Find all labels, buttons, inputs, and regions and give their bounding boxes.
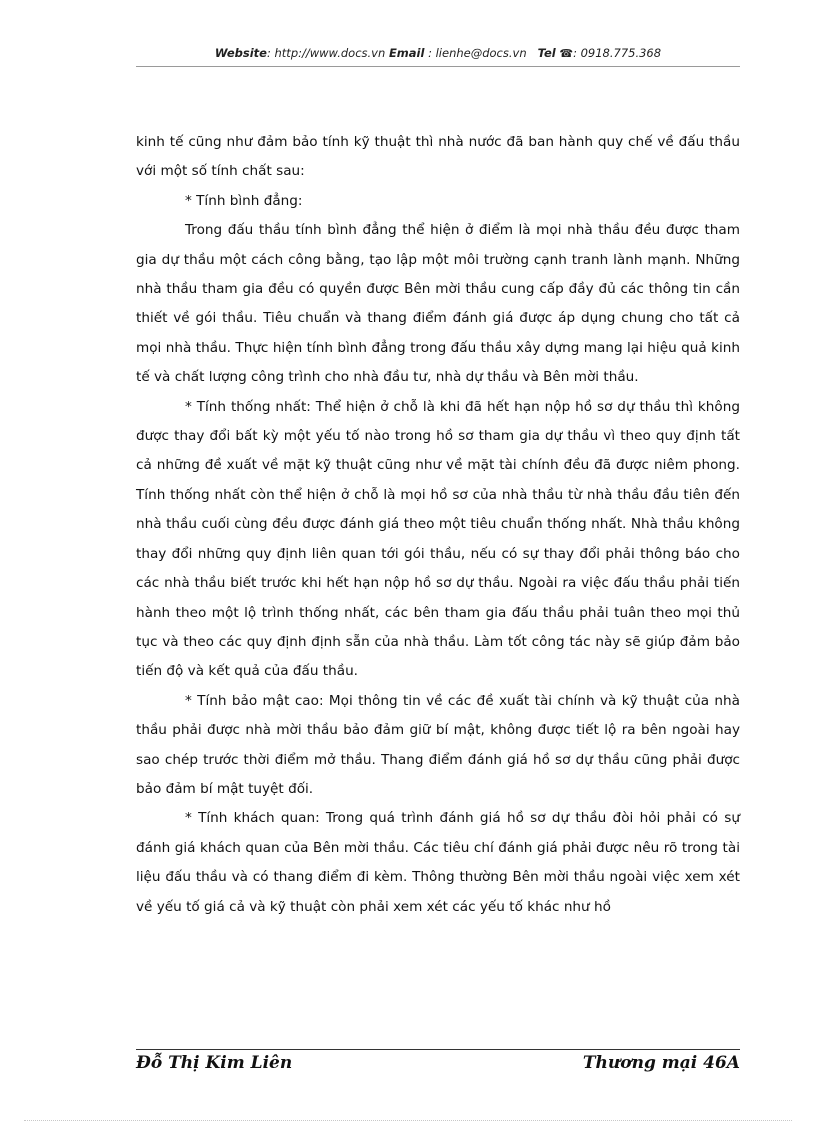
- email-value: : lienhe@docs.vn: [424, 46, 527, 60]
- page-edge-divider: [24, 1120, 792, 1121]
- website-label: Website: [214, 46, 267, 60]
- footer-class: Thương mại 46A: [582, 1053, 740, 1073]
- tel-label: Tel: [537, 46, 556, 60]
- paragraph-objectivity: * Tính khách quan: Trong quá trình đánh giá hồ sơ dự thầu đòi hỏi phải có sự đánh giá khách quan của Bên mời thầu. Các tiêu chí đánh giá phải được nêu rõ trong tài liệu đấu thầu và có thang điểm đi kèm. Thông thường Bên mời thầu ngoài việc xem xét về yếu tố giá cả và kỹ thuật còn phải xem xét các yếu tố khác như hồ: [136, 810, 740, 915]
- website-value: : http://www.docs.vn: [266, 46, 386, 60]
- paragraph-equality: Trong đấu thầu tính bình đẳng thể hiện ở điểm là mọi nhà thầu đều được tham gia dự thầu một cách công bằng, tạo lập một môi trường cạnh tranh lành mạnh. Những nhà thầu tham gia đều có quyền được Bên mời thầu cung cấp đầy đủ các thông tin cần thiết về gói thầu. Tiêu chuẩn và thang điểm đánh giá được áp dụng chung cho tất cả mọi nhà thầu. Thực hiện tính bình đẳng trong đấu thầu xây dựng mang lại hiệu quả kinh tế và chất lượng công trình cho nhà đầu tư, nhà dự thầu và Bên mời thầu.: [136, 222, 740, 386]
- document-body: [136, 128, 740, 922]
- page-header: [136, 46, 740, 60]
- paragraph-confidentiality: * Tính bảo mật cao: Mọi thông tin về các đề xuất tài chính và kỹ thuật của nhà thầu phải được nhà mời thầu bảo đảm giữ bí mật, không được tiết lộ ra bên ngoài hay sao chép trước thời điểm mở thầu. Thang điểm đánh giá hồ sơ dự thầu cũng phải được bảo đảm bí mật tuyệt đối.: [136, 692, 740, 797]
- footer-divider: [136, 1049, 740, 1050]
- tel-value: : 0918.775.368: [573, 46, 662, 60]
- footer-author: Đỗ Thị Kim Liên: [136, 1053, 293, 1073]
- paragraph-consistency: * Tính thống nhất: Thể hiện ở chỗ là khi đã hết hạn nộp hồ sơ dự thầu thì không được thay đổi bất kỳ một yếu tố nào trong hồ sơ tham gia dự thầu vì theo quy định tất cả những đề xuất về mặt kỹ thuật cũng như về mặt tài chính đều đã được niêm phong. Tính thống nhất còn thể hiện ở chỗ là mọi hồ sơ của nhà thầu từ nhà thầu đầu tiên đến nhà thầu cuối cùng đều được đánh giá theo một tiêu chuẩn thống nhất. Nhà thầu không thay đổi những quy định liên quan tới gói thầu, nếu có sự thay đổi phải thông báo cho các nhà thầu biết trước khi hết hạn nộp hồ sơ dự thầu. Ngoài ra việc đấu thầu phải tiến hành theo một lộ trình thống nhất, các bên tham gia đấu thầu phải tuân theo mọi thủ tục và theo các quy định định sẵn của nhà thầu. Làm tốt công tác này sẽ giúp đảm bảo tiến độ và kết quả của đấu thầu.: [136, 398, 740, 680]
- heading-equality: * Tính bình đẳng:: [185, 192, 303, 209]
- paragraph-intro: kinh tế cũng như đảm bảo tính kỹ thuật thì nhà nước đã ban hành quy chế về đấu thầu với một số tính chất sau:: [136, 134, 740, 180]
- phone-icon: ☎: [559, 47, 574, 60]
- email-label: Email: [388, 46, 425, 60]
- header-divider: [136, 66, 740, 67]
